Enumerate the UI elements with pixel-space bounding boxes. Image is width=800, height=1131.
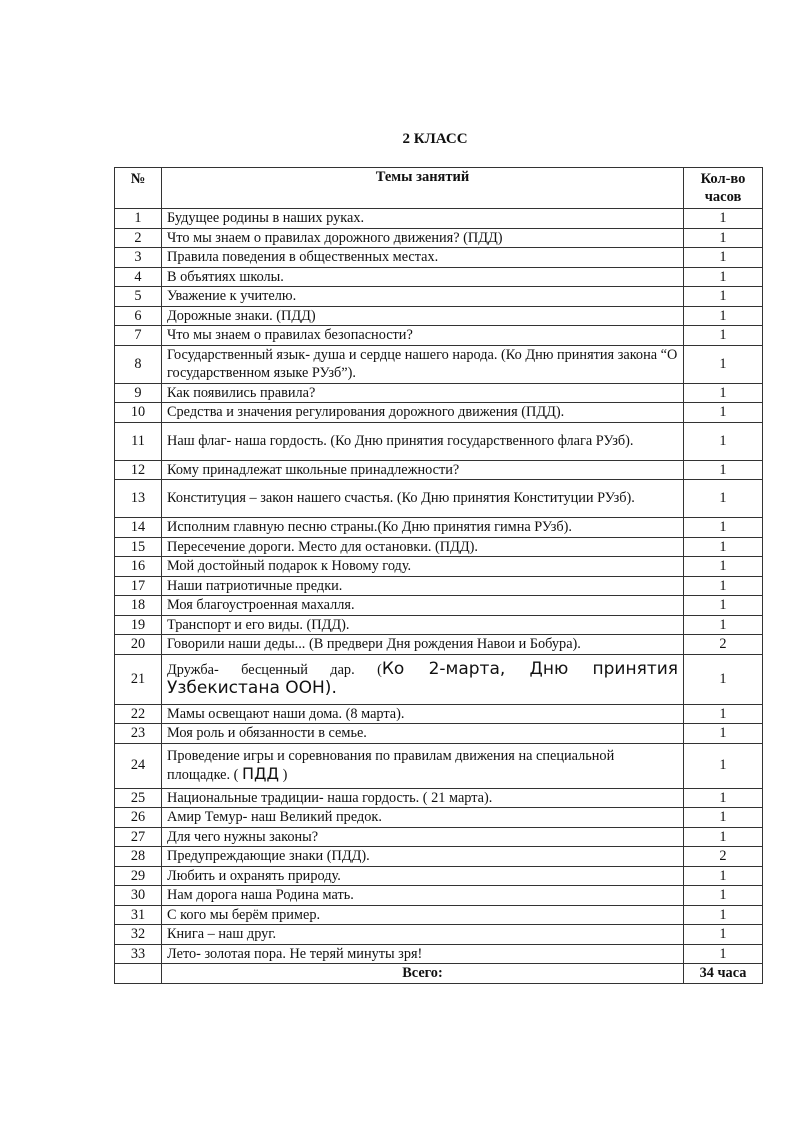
table-row	[115, 576, 763, 596]
row-topic: Как появились правила?	[162, 383, 684, 403]
table-row	[115, 209, 763, 229]
row-topic: Предупреждающие знаки (ПДД).	[162, 847, 684, 867]
row-topic: С кого мы берём пример.	[162, 905, 684, 925]
row-number: 23	[115, 724, 162, 744]
row-topic: Нам дорога наша Родина мать.	[162, 886, 684, 906]
row-topic: Лето- золотая пора. Не теряй минуты зря!	[162, 944, 684, 964]
row-hours: 1	[684, 615, 763, 635]
row-number: 15	[115, 537, 162, 557]
row-topic: Наш флаг- наша гордость. (Ко Дню принятия государственного флага РУзб).	[162, 422, 684, 460]
row-number: 16	[115, 557, 162, 577]
row-topic: Правила поведения в общественных местах.	[162, 248, 684, 268]
row-hours: 1	[684, 537, 763, 557]
row-topic: Что мы знаем о правилах дорожного движения? (ПДД)	[162, 228, 684, 248]
row-number: 19	[115, 615, 162, 635]
row-hours: 1	[684, 267, 763, 287]
row-number: 18	[115, 596, 162, 616]
row-hours: 1	[684, 724, 763, 744]
lesson-plan-table	[114, 167, 763, 984]
table-row	[115, 635, 763, 655]
row-hours: 1	[684, 306, 763, 326]
table-row	[115, 267, 763, 287]
row-number: 11	[115, 422, 162, 460]
table-row	[115, 886, 763, 906]
row-number: 29	[115, 866, 162, 886]
row-hours: 1	[684, 228, 763, 248]
row-hours: 1	[684, 866, 763, 886]
row-topic-part: ПДД	[241, 764, 280, 783]
table-row	[115, 596, 763, 616]
header-number: №	[115, 168, 162, 209]
row-topic: Будущее родины в наших руках.	[162, 209, 684, 229]
row-number: 31	[115, 905, 162, 925]
header-topic: Темы занятий	[162, 168, 684, 209]
table-row	[115, 615, 763, 635]
row-hours: 2	[684, 635, 763, 655]
row-number: 32	[115, 925, 162, 945]
row-topic-part: Проведение игры и соревнования по правилам движения на специальной площадке. (	[167, 747, 615, 783]
row-number: 5	[115, 287, 162, 307]
row-hours: 1	[684, 576, 763, 596]
row-topic: Для чего нужны законы?	[162, 827, 684, 847]
row-number: 25	[115, 788, 162, 808]
table-row	[115, 925, 763, 945]
row-hours: 1	[684, 557, 763, 577]
row-number: 26	[115, 808, 162, 828]
total-hours: 34 часа	[684, 964, 763, 984]
row-topic: Мой достойный подарок к Новому году.	[162, 557, 684, 577]
table-row	[115, 724, 763, 744]
row-topic-part: Ко 2-марта, Дню принятия Узбекистана ООН).	[167, 658, 678, 698]
page-title: 2 КЛАСС	[402, 131, 468, 147]
row-number: 12	[115, 460, 162, 480]
row-topic	[162, 743, 684, 788]
row-number: 17	[115, 576, 162, 596]
row-hours: 1	[684, 743, 763, 788]
table-row	[115, 827, 763, 847]
row-number: 6	[115, 306, 162, 326]
row-topic: Национальные традиции- наша гордость. ( 21 марта).	[162, 788, 684, 808]
row-hours: 1	[684, 886, 763, 906]
row-number: 24	[115, 743, 162, 788]
row-number: 9	[115, 383, 162, 403]
row-topic: Книга – наш друг.	[162, 925, 684, 945]
row-topic: Государственный язык- душа и сердце нашего народа. (Ко Дню принятия закона “О государственном языке РУзб”).	[162, 345, 684, 383]
row-topic: Что мы знаем о правилах безопасности?	[162, 326, 684, 346]
row-number: 21	[115, 654, 162, 704]
row-number: 7	[115, 326, 162, 346]
row-hours: 1	[684, 827, 763, 847]
row-topic: Говорили наши деды... (В предвери Дня рождения Навои и Бобура).	[162, 635, 684, 655]
table-row	[115, 306, 763, 326]
table-row	[115, 866, 763, 886]
row-number: 28	[115, 847, 162, 867]
table-row	[115, 557, 763, 577]
row-hours: 1	[684, 480, 763, 518]
row-topic: Моя благоустроенная махалля.	[162, 596, 684, 616]
row-topic: Дорожные знаки. (ПДД)	[162, 306, 684, 326]
row-hours: 1	[684, 704, 763, 724]
table-row	[115, 743, 763, 788]
row-hours: 1	[684, 403, 763, 423]
table-row	[115, 480, 763, 518]
table-row	[115, 228, 763, 248]
row-topic: Кому принадлежат школьные принадлежности?	[162, 460, 684, 480]
row-number: 3	[115, 248, 162, 268]
row-hours: 1	[684, 808, 763, 828]
row-hours: 1	[684, 460, 763, 480]
row-hours: 1	[684, 326, 763, 346]
row-topic: Наши патриотичные предки.	[162, 576, 684, 596]
table-row	[115, 422, 763, 460]
total-empty-cell	[115, 964, 162, 984]
row-topic	[162, 654, 684, 704]
row-number: 1	[115, 209, 162, 229]
table-row	[115, 383, 763, 403]
row-topic: В объятиях школы.	[162, 267, 684, 287]
row-number: 4	[115, 267, 162, 287]
row-hours: 1	[684, 287, 763, 307]
row-hours: 1	[684, 248, 763, 268]
row-number: 2	[115, 228, 162, 248]
row-topic: Средства и значения регулирования дорожного движения (ПДД).	[162, 403, 684, 423]
row-hours: 1	[684, 944, 763, 964]
row-number: 20	[115, 635, 162, 655]
table-row	[115, 654, 763, 704]
table-row	[115, 788, 763, 808]
row-topic: Транспорт и его виды. (ПДД).	[162, 615, 684, 635]
header-hours: Кол-во часов	[684, 168, 763, 209]
table-row	[115, 537, 763, 557]
table-row	[115, 287, 763, 307]
row-number: 14	[115, 518, 162, 538]
table-header-row	[115, 168, 763, 209]
table-row	[115, 403, 763, 423]
row-hours: 1	[684, 788, 763, 808]
row-hours: 1	[684, 905, 763, 925]
row-hours: 1	[684, 209, 763, 229]
row-topic-part: Дружба- бесценный дар. (	[167, 661, 382, 678]
table-row	[115, 248, 763, 268]
table-row	[115, 905, 763, 925]
table-row	[115, 460, 763, 480]
table-row	[115, 326, 763, 346]
row-number: 27	[115, 827, 162, 847]
row-topic: Любить и охранять природу.	[162, 866, 684, 886]
row-topic: Пересечение дороги. Место для остановки. (ПДД).	[162, 537, 684, 557]
row-hours: 1	[684, 518, 763, 538]
row-topic-part: )	[279, 767, 288, 783]
row-topic: Конституция – закон нашего счастья. (Ко Дню принятия Конституции РУзб).	[162, 480, 684, 518]
table-body	[115, 209, 763, 964]
table-row	[115, 704, 763, 724]
row-hours: 1	[684, 925, 763, 945]
row-topic: Мамы освещают наши дома. (8 марта).	[162, 704, 684, 724]
row-topic: Моя роль и обязанности в семье.	[162, 724, 684, 744]
row-topic: Амир Темур- наш Великий предок.	[162, 808, 684, 828]
table-row	[115, 345, 763, 383]
row-hours: 1	[684, 345, 763, 383]
row-topic: Исполним главную песню страны.(Ко Дню принятия гимна РУзб).	[162, 518, 684, 538]
table-row	[115, 808, 763, 828]
row-number: 30	[115, 886, 162, 906]
table-row	[115, 847, 763, 867]
row-hours: 1	[684, 596, 763, 616]
total-row	[115, 964, 763, 984]
row-number: 13	[115, 480, 162, 518]
table-row	[115, 518, 763, 538]
row-hours: 1	[684, 654, 763, 704]
row-number: 33	[115, 944, 162, 964]
row-number: 22	[115, 704, 162, 724]
row-number: 10	[115, 403, 162, 423]
row-number: 8	[115, 345, 162, 383]
table-row	[115, 944, 763, 964]
total-label: Всего:	[162, 964, 684, 984]
row-hours: 1	[684, 383, 763, 403]
row-topic: Уважение к учителю.	[162, 287, 684, 307]
row-hours: 1	[684, 422, 763, 460]
row-hours: 2	[684, 847, 763, 867]
